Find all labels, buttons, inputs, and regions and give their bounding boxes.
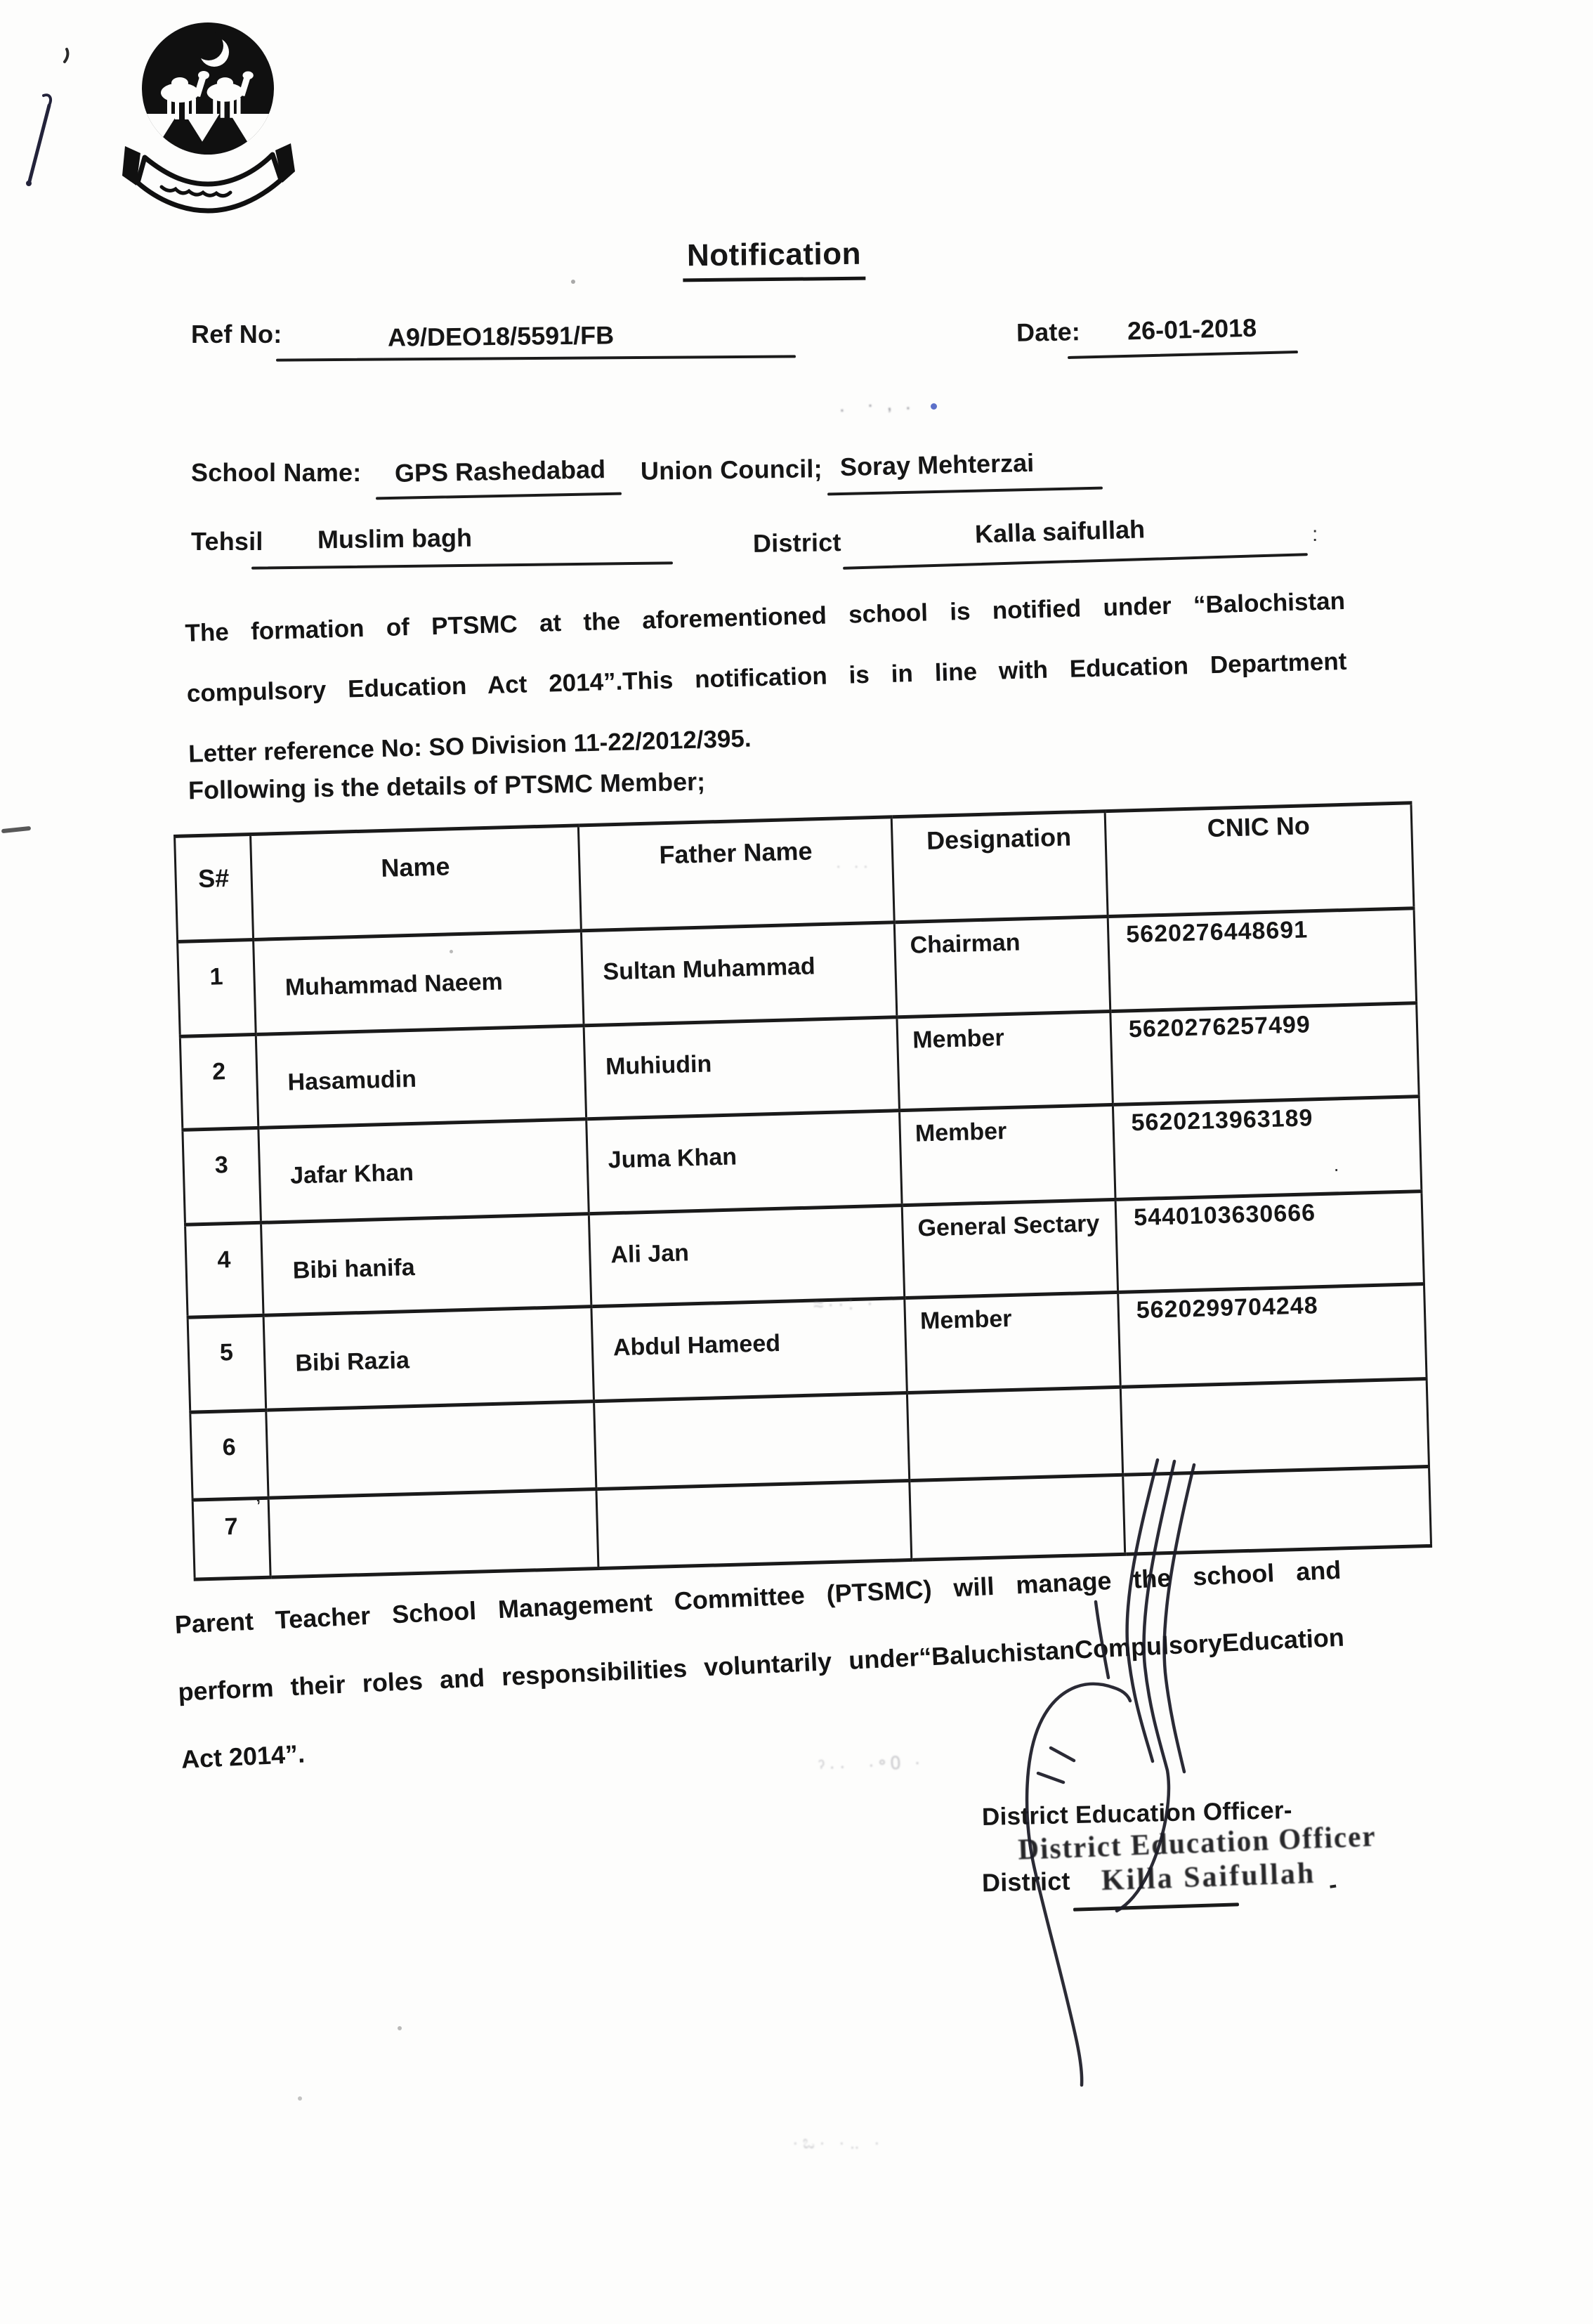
cell-father: Juma Khan xyxy=(586,1111,902,1214)
ink-speck xyxy=(571,280,575,284)
cell-sno: 7 xyxy=(192,1498,270,1579)
scan-artifact: · ·· xyxy=(836,857,873,875)
cell-cnic: 5620299704248 xyxy=(1118,1284,1427,1388)
margin-dash-mark xyxy=(1,826,31,833)
tehsil-value: Muslim bagh xyxy=(317,523,473,554)
cell-name: Jafar Khan xyxy=(258,1119,589,1223)
cell-father: Abdul Hameed xyxy=(591,1298,907,1402)
scan-artifact: . · , . xyxy=(839,392,915,416)
scan-artifact: ≈··: · xyxy=(813,1291,878,1315)
signature-district-label: District xyxy=(981,1866,1071,1898)
school-name-underline xyxy=(376,492,622,500)
cell-designation: General Sectary xyxy=(902,1199,1117,1298)
cell-sno: 5 xyxy=(188,1315,266,1412)
cell-cnic: 5440103630666 xyxy=(1115,1192,1424,1293)
header-sno: S# xyxy=(175,835,254,942)
stamp-officer-title: District Education Officer xyxy=(1017,1820,1377,1867)
district-label: District xyxy=(752,528,841,558)
cell-name xyxy=(266,1402,596,1499)
cell-designation: Member xyxy=(900,1104,1116,1205)
union-council-label: Union Council; xyxy=(640,454,823,485)
paragraph-line: Letter reference No: SO Division 11-22/2012/395. xyxy=(188,724,752,768)
cell-name: Bibi hanifa xyxy=(261,1214,591,1316)
paragraph-line: Act 2014”. xyxy=(181,1739,306,1774)
handwritten-signature xyxy=(969,1433,1461,2122)
ink-speck xyxy=(398,2026,402,2030)
ref-no-value: A9/DEO18/5591/FB xyxy=(387,320,615,352)
cell-father: Ali Jan xyxy=(589,1206,904,1307)
district-value: Kalla saifullah xyxy=(974,514,1146,549)
date-value: 26-01-2018 xyxy=(1127,313,1257,346)
ref-no-label: Ref No: xyxy=(191,320,282,348)
cell-name xyxy=(268,1489,598,1578)
cell-designation: Member xyxy=(905,1292,1121,1392)
balochistan-emblem-icon xyxy=(118,10,299,222)
cell-name: Hasamudin xyxy=(256,1026,586,1128)
cell-sno: 6 xyxy=(190,1410,268,1500)
tehsil-underline xyxy=(251,561,673,569)
cell-cnic: 5620276448691 xyxy=(1108,908,1416,1012)
header-designation: Designation xyxy=(891,811,1108,922)
page-title-wrap xyxy=(683,237,865,274)
date-underline xyxy=(1068,351,1298,359)
ink-speck xyxy=(450,950,453,953)
stamp-district-value: Killa Saifullah xyxy=(1101,1857,1316,1898)
union-council-value: Soray Mehterzai xyxy=(839,448,1035,482)
printed-officer-title: District Education Officer- xyxy=(981,1796,1293,1832)
cell-sno: 1 xyxy=(178,939,256,1036)
district-underline xyxy=(843,553,1308,570)
cell-cnic: 5620276257499 xyxy=(1110,1003,1419,1105)
header-father-name: Father Name xyxy=(578,817,894,931)
cell-father xyxy=(594,1393,910,1489)
page-title: Notification xyxy=(683,237,866,282)
cell-cnic: 5620213963189 xyxy=(1113,1097,1421,1200)
table-intro-text: Following is the details of PTSMC Member; xyxy=(188,766,706,805)
cell-sno: 2 xyxy=(180,1034,258,1130)
cell-sno: 4 xyxy=(185,1222,264,1317)
header-name: Name xyxy=(251,825,582,940)
cell-father xyxy=(596,1480,912,1568)
pen-mark xyxy=(14,42,105,204)
paragraph-line: perform their roles and responsibilities voluntarily under“BaluchistanCompulsoryEducation xyxy=(177,1622,1345,1706)
ink-mark: : xyxy=(1312,523,1318,546)
header-cnic: CNIC No xyxy=(1105,803,1414,917)
paragraph-line: The formation of PTSMC at the aforementioned school is notified under “Balochistan xyxy=(185,587,1346,647)
body-paragraph-1 xyxy=(185,587,1349,769)
ref-no-underline xyxy=(276,355,796,361)
cell-designation: Member xyxy=(897,1012,1113,1111)
scan-artifact: ·ಒ· ·‥ · xyxy=(792,2132,884,2153)
scan-artifact: ˀ·· ·॰᱐ · xyxy=(818,1751,926,1777)
school-name-value: GPS Rashedabad xyxy=(394,455,606,488)
ink-speck-blue xyxy=(931,403,937,410)
cell-designation: Chairman xyxy=(894,917,1110,1017)
cell-father: Muhiudin xyxy=(584,1017,899,1119)
paragraph-line: Parent Teacher School Management Committee (PTSMC) will manage the school and xyxy=(174,1555,1342,1639)
union-council-underline xyxy=(827,487,1103,496)
school-name-label: School Name: xyxy=(191,458,362,487)
tehsil-label: Tehsil xyxy=(191,527,263,556)
cell-name: Bibi Razia xyxy=(263,1307,594,1411)
ink-dash-mark: - xyxy=(1327,1871,1339,1899)
ink-speck: · xyxy=(1333,1158,1340,1180)
cell-name: Muhammad Naeem xyxy=(254,931,584,1035)
ink-tick-mark: ʼ xyxy=(254,1494,265,1522)
ink-speck xyxy=(298,2096,302,2101)
date-label: Date: xyxy=(1016,317,1081,347)
paragraph-line: compulsory Education Act 2014”.This notification is in line with Education Department xyxy=(186,647,1347,707)
cell-sno: 3 xyxy=(183,1128,261,1225)
cell-father: Sultan Muhammad xyxy=(581,922,896,1026)
